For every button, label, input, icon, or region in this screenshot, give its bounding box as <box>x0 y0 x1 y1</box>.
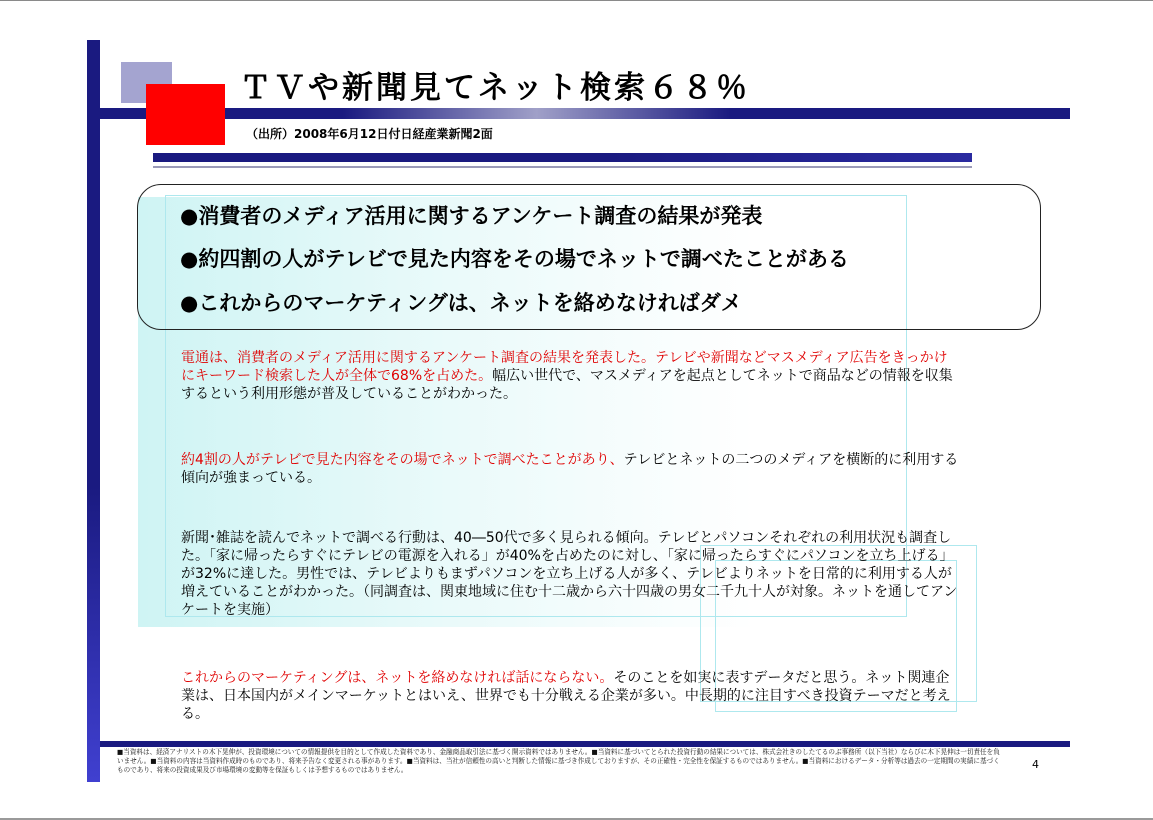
footer-bar <box>100 741 1070 747</box>
title-underline-bar <box>100 108 1070 119</box>
body-text: そのことを如実に表すデータだと思う。ネット関連企業は、日本国内がメインマーケットとはいえ、世界でも十分戦える企業が多い。中長期的に注目すべき投資テーマだと考える。 <box>181 670 951 722</box>
summary-bullet: ●これからのマーケティングは、ネットを絡めなければダメ <box>180 291 742 315</box>
source-citation: （出所）2008年6月12日付日経産業新聞2面 <box>246 127 493 141</box>
body-text: 幅広い世代で、マスメディアを起点としてネットで商品などの情報を収集するという利用形態が普及していることがわかった。 <box>181 368 953 402</box>
decorative-square-red <box>146 84 225 145</box>
slide-title: ＴＶや新聞見てネット検索６８％ <box>240 70 750 106</box>
highlight-text: 電通は、消費者のメディア活用に関するアンケート調査の結果を発表した。テレビや新聞などマスメディア広告をきっかけにキーワード検索した人が全体で68%を占めた。 <box>181 350 948 384</box>
body-paragraph-1 <box>181 349 961 403</box>
left-accent-bar <box>87 40 100 782</box>
body-text: 新聞･雑誌を読んでネットで調べる行動は、40―50代で多く見られる傾向。テレビとパソコンそれぞれの利用状況も調査した。「家に帰ったらすぐにテレビの電源を入れる」が40%を占めたのに対し、「家に帰ったらすぐにパソコンを立ち上げる」が32%に達した。男性では、テレビよりもまずパソコンを立ち上げる人が多く、テレビよりネットを日常的に利用する人が増えていることがわかった。（同調査は、関東地域に住む十二歳から六十四歳の男女二千九十人が対象。ネットを通してアンケートを実施） <box>181 530 958 618</box>
highlight-text: 約4割の人がテレビで見た内容をその場でネットで調べたことがあり、 <box>181 452 624 468</box>
top-border-line <box>0 0 1153 1</box>
summary-bullet: ●約四割の人がテレビで見た内容をその場でネットで調べたことがある <box>180 247 849 271</box>
source-underline-bar <box>153 153 972 162</box>
source-underline-thin <box>153 166 972 168</box>
body-paragraph-3 <box>181 529 961 619</box>
body-paragraph-4 <box>181 669 961 723</box>
body-paragraph-2 <box>181 451 961 487</box>
body-text: テレビとネットの二つのメディアを横断的に利用する傾向が強まっている。 <box>181 452 959 486</box>
page-number: 4 <box>1032 758 1039 771</box>
footer-disclaimer: ■当資料は、経済アナリストの木下晃伸が、投資環境についての情報提供を目的として作成した資料であり、金融商品取引法に基づく開示資料ではありません。■当資料に基づいてとられた投資行動の結果については、株式会社きのしたてるのぶ事務所（以下当社）ならびに木下晃伸は一切責任を負いません。■当資料の内容は当資料作成時のものであり、将来予告なく変更される事があります。■当資料は、当社が信頼性の高いと判断した情報に基づき作成しておりますが、その正確性・完全性を保証するものではありません。■当資料におけるデータ・分析等は過去の一定期間の実績に基づくものであり、将来の投資成果及び市場環境の変動等を保証もしくは予想するものではありません。 <box>117 748 1000 774</box>
summary-bullet: ●消費者のメディア活用に関するアンケート調査の結果が発表 <box>180 204 763 228</box>
highlight-text: これからのマーケティングは、ネットを絡めなければ話にならない。 <box>181 670 614 686</box>
